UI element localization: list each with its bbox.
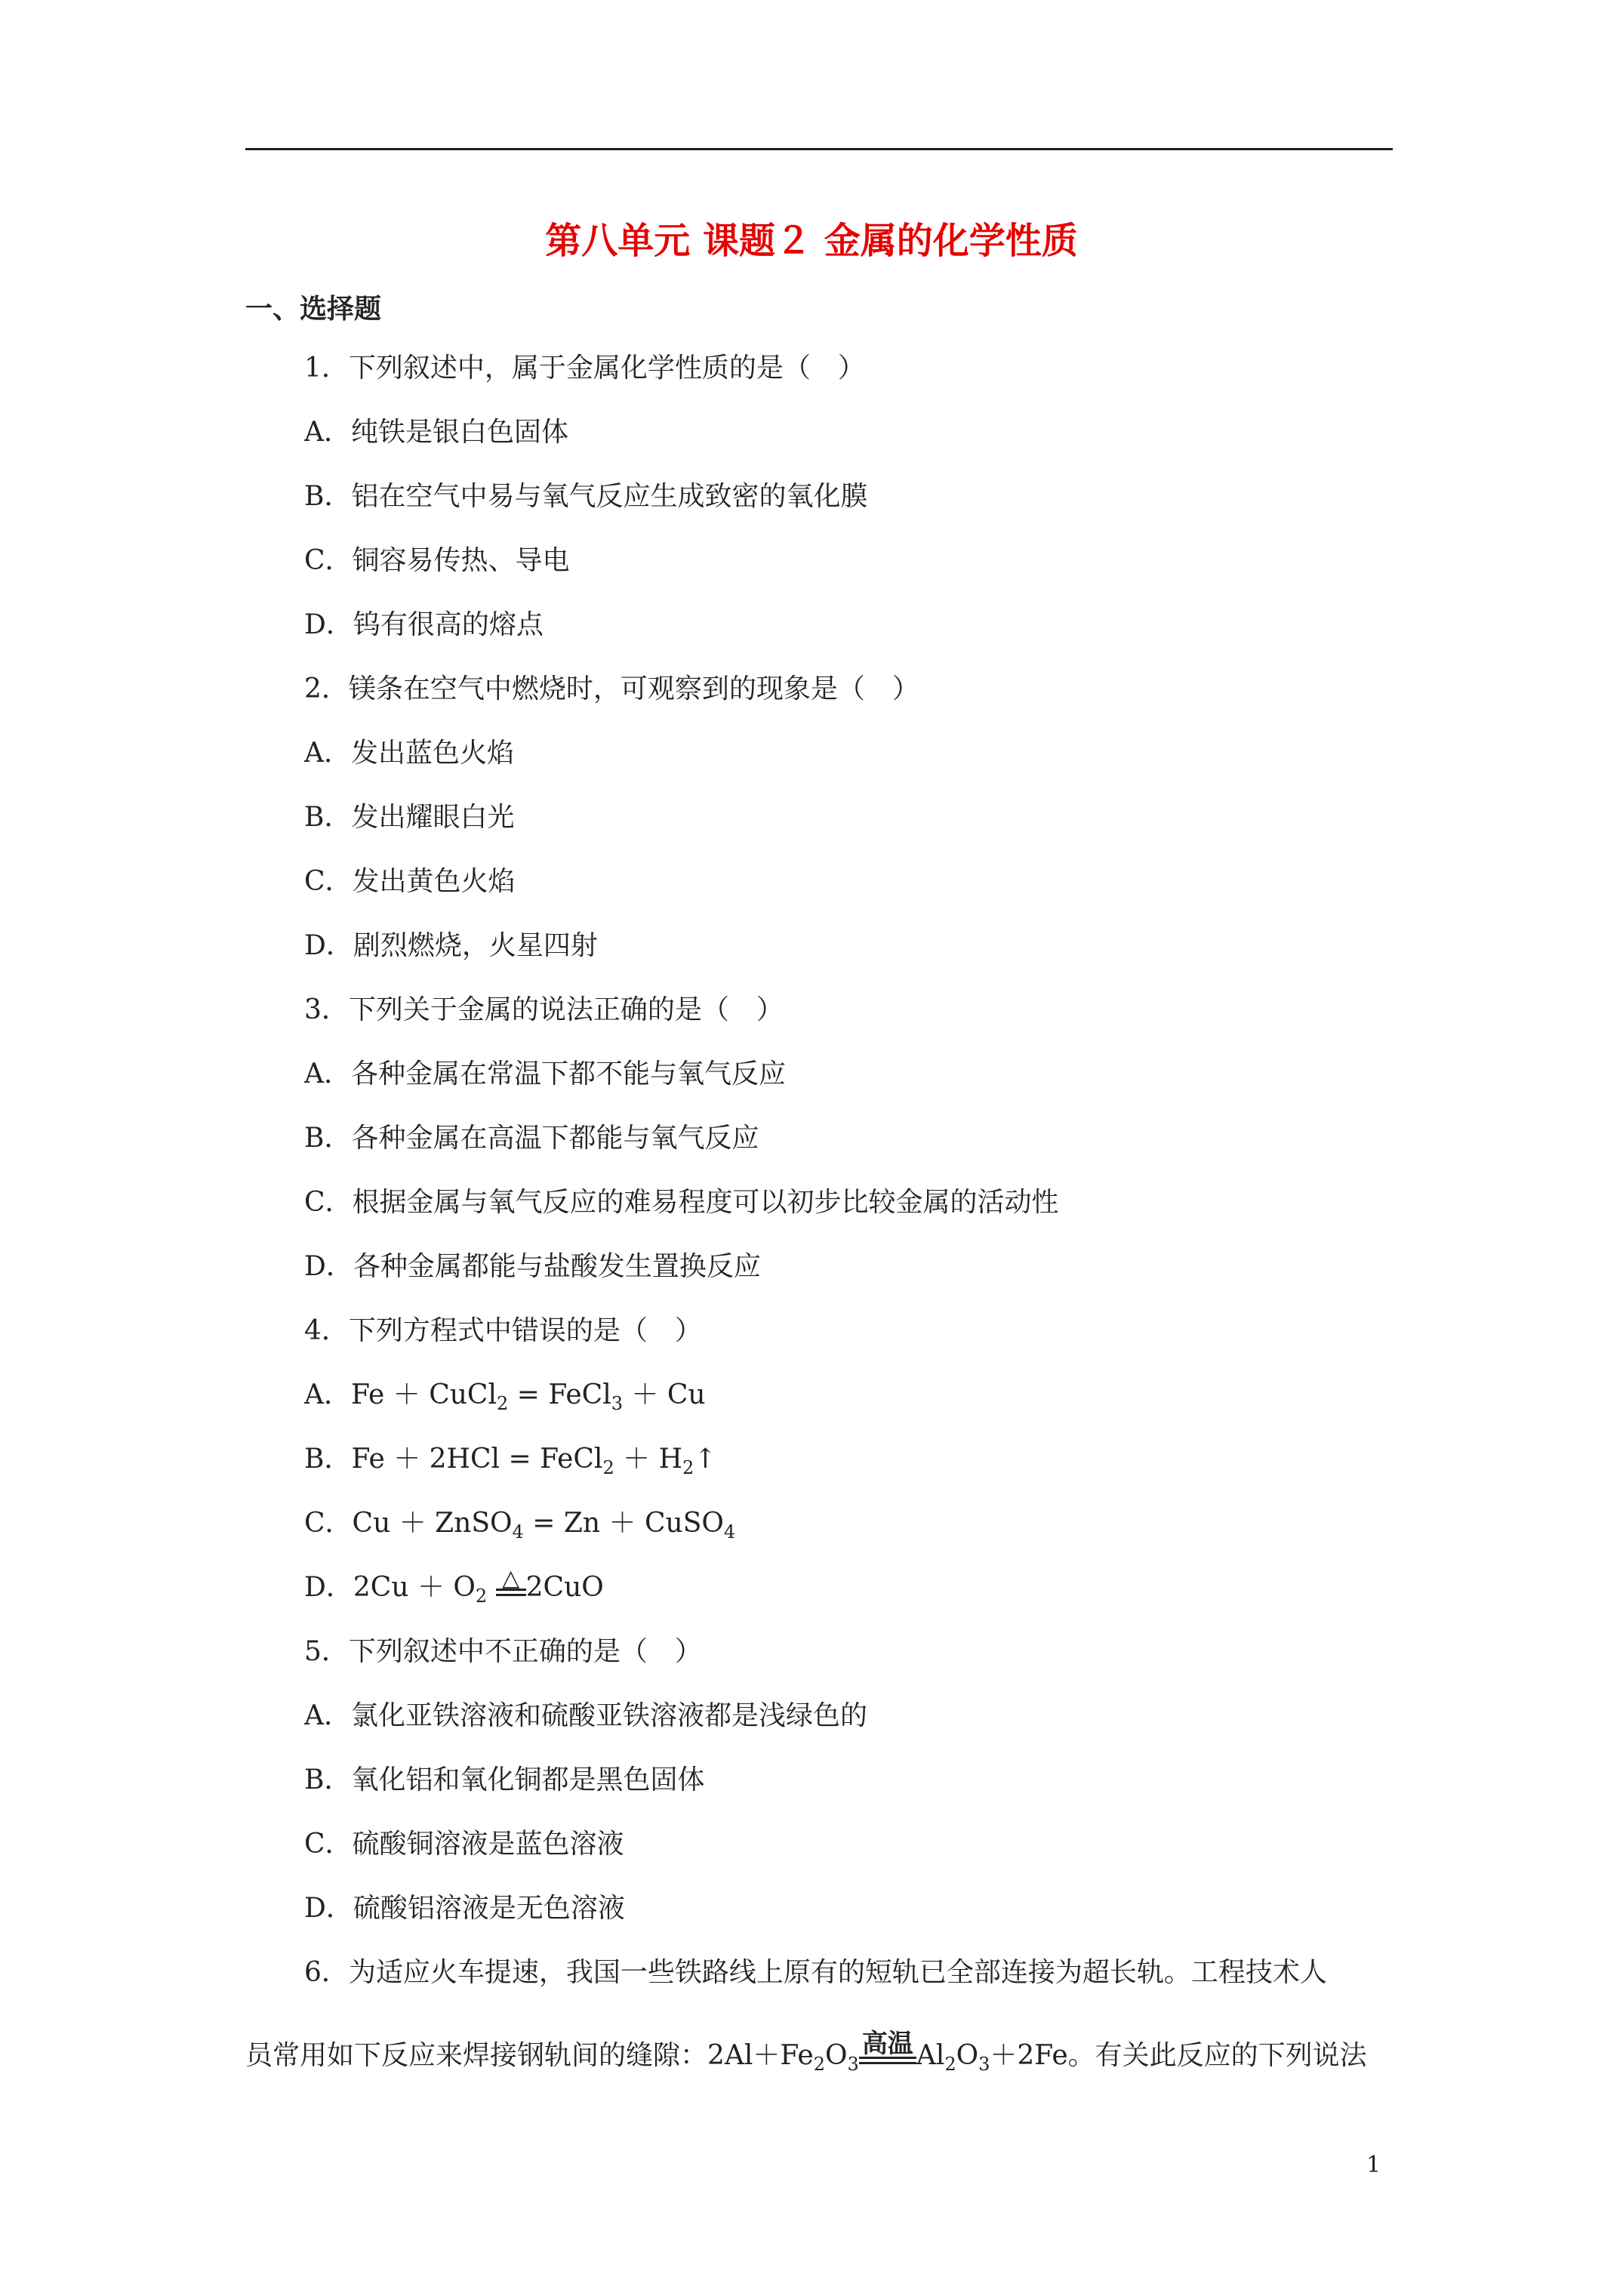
equation-text: O bbox=[825, 2040, 848, 2071]
equation-text: = Zn ＋ CuSO bbox=[523, 1508, 724, 1539]
subscript: 2 bbox=[602, 1457, 614, 1478]
question-5-option-a: A．氯化亚铁溶液和硫酸亚铁溶液都是浅绿色的 bbox=[304, 1700, 867, 1731]
equation-text: O bbox=[956, 2040, 979, 2071]
page-title: 第八单元 课题２ 金属的化学性质 bbox=[545, 220, 1078, 262]
question-3-option-b: B．各种金属在高温下都能与氧气反应 bbox=[304, 1123, 759, 1154]
subscript: 2 bbox=[497, 1393, 509, 1414]
condition-label: 高温 bbox=[861, 2029, 913, 2059]
subscript: 2 bbox=[813, 2054, 826, 2075]
subscript: 3 bbox=[978, 2054, 990, 2075]
high-temperature-condition bbox=[859, 2031, 916, 2075]
subscript: 4 bbox=[512, 1521, 524, 1542]
question-1-stem: 1．下列叙述中，属于金属化学性质的是（ ） bbox=[304, 353, 865, 384]
equation-text: ＋ H bbox=[614, 1444, 683, 1475]
question-6-line-2 bbox=[245, 2031, 1367, 2075]
page-number: 1 bbox=[1366, 2152, 1381, 2178]
delta-symbol: △ bbox=[502, 1565, 520, 1592]
question-5-option-c: C．硫酸铜溶液是蓝色溶液 bbox=[304, 1829, 624, 1860]
heat-condition bbox=[496, 1565, 526, 1607]
question-2-option-a: A．发出蓝色火焰 bbox=[304, 738, 514, 769]
question-2-option-d: D．剧烈燃烧，火星四射 bbox=[304, 930, 598, 961]
question-6-line-1: 6．为适应火车提速，我国一些铁路线上原有的短轨已全部连接为超长轨。工程技术人 bbox=[304, 1957, 1327, 1988]
equation-text: = FeCl bbox=[508, 1379, 611, 1410]
subscript: 4 bbox=[723, 1521, 736, 1542]
question-3-option-a: A．各种金属在常温下都不能与氧气反应 bbox=[304, 1059, 786, 1089]
question-2-stem: 2．镁条在空气中燃烧时，可观察到的现象是（ ） bbox=[304, 673, 919, 704]
subscript: 2 bbox=[682, 1457, 694, 1478]
equation-text: Al bbox=[916, 2040, 945, 2071]
equation-text: A．Fe ＋ CuCl bbox=[304, 1379, 497, 1410]
question-3-stem: 3．下列关于金属的说法正确的是（ ） bbox=[304, 994, 784, 1025]
equation-text: B．Fe ＋ 2HCl = FeCl bbox=[304, 1444, 603, 1475]
question-4-option-c bbox=[304, 1505, 735, 1542]
subscript: 2 bbox=[944, 2054, 956, 2075]
question-2-option-b: B．发出耀眼白光 bbox=[304, 802, 515, 833]
equation-text: C．Cu ＋ ZnSO bbox=[304, 1508, 513, 1539]
question-4-stem: 4．下列方程式中错误的是（ ） bbox=[304, 1315, 702, 1346]
header-rule bbox=[245, 148, 1393, 150]
subscript: 3 bbox=[847, 2054, 859, 2075]
equation-text: 员常用如下反应来焊接钢轨间的缝隙：2Al＋Fe bbox=[245, 2040, 814, 2071]
question-3-option-d: D．各种金属都能与盐酸发生置换反应 bbox=[304, 1251, 761, 1282]
question-1-option-a: A．纯铁是银白色固体 bbox=[304, 417, 568, 448]
question-5-option-b: B．氧化铝和氧化铜都是黑色固体 bbox=[304, 1764, 705, 1795]
question-5-stem: 5．下列叙述中不正确的是（ ） bbox=[304, 1636, 702, 1667]
question-4-option-b bbox=[304, 1441, 716, 1478]
equation-text: D．2Cu ＋ O bbox=[304, 1572, 476, 1603]
equation-text: ＋ Cu bbox=[623, 1379, 706, 1410]
question-4-option-d bbox=[304, 1565, 604, 1607]
question-2-option-c: C．发出黄色火焰 bbox=[304, 866, 516, 897]
question-1-option-b: B．铝在空气中易与氧气反应生成致密的氧化膜 bbox=[304, 481, 868, 512]
equation-text: ＋2Fe。有关此反应的下列说法 bbox=[990, 2040, 1367, 2071]
subscript: 2 bbox=[475, 1586, 488, 1607]
section-heading: 一、选择题 bbox=[245, 294, 382, 325]
question-4-option-a bbox=[304, 1376, 706, 1414]
gas-arrow: ↑ bbox=[694, 1444, 717, 1475]
subscript: 3 bbox=[611, 1393, 623, 1414]
question-5-option-d: D．硫酸铝溶液是无色溶液 bbox=[304, 1893, 625, 1924]
question-3-option-c: C．根据金属与氧气反应的难易程度可以初步比较金属的活动性 bbox=[304, 1187, 1059, 1218]
equation-text: 2CuO bbox=[525, 1572, 604, 1603]
question-1-option-d: D．钨有很高的熔点 bbox=[304, 609, 544, 640]
question-1-option-c: C．铜容易传热、导电 bbox=[304, 545, 570, 576]
